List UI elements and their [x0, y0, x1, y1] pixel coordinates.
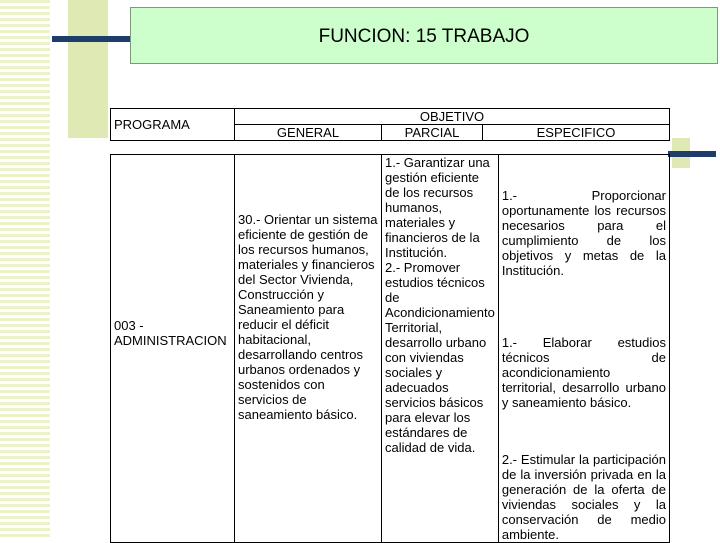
especifico-1-text: 1.- Proporcionar oportunamente los recursos necesarios para el cumplimiento de los objetivos y metas de la Institución.: [501, 188, 666, 278]
page-title: FUNCION: 15 TRABAJO: [318, 26, 530, 47]
objectives-table: [110, 154, 670, 543]
green-bar-decoration: [68, 0, 108, 138]
left-stripe-decoration: [0, 0, 50, 540]
especifico-2-text: 1.- Elaborar estudios técnicos de acondicionamiento territorial, desarrollo urbano y saneamiento básico.: [501, 335, 666, 410]
parcial-cell: [382, 155, 499, 543]
navy-line-decoration: [52, 36, 132, 42]
header-parcial: PARCIAL: [382, 125, 483, 141]
parcial-2-text: 2.- Promover estudios técnicos de Acondicionamiento Territorial, desarrollo urbano con viviendas sociales y adecuados servicios básicos para elevar los estándares de calidad de vida.: [385, 260, 495, 455]
title-box: [130, 7, 718, 64]
header-programa: PROGRAMA: [111, 109, 235, 141]
header-objetivo: OBJETIVO: [235, 109, 670, 125]
programa-text: 003 - ADMINISTRACION: [114, 318, 227, 348]
especifico-3-text: 2.- Estimular la participación de la inversión privada en la generación de la oferta de viviendas sociales y la conservación de medio ambiente.: [501, 452, 666, 542]
header-especifico: ESPECIFICO: [483, 125, 670, 141]
header-table: [110, 108, 670, 141]
general-text: 30.- Orientar un sistema eficiente de gestión de los recursos humanos, materiales y financieros del Sector Vivienda, Construcción y Saneamiento para reducir el déficit habitacional, desarrollando centros urbanos ordenados y sostenidos con servicios de saneamiento básico.: [238, 212, 378, 422]
programa-cell: [111, 155, 235, 543]
navy-line-right-decoration: [668, 151, 716, 157]
general-cell: [235, 155, 382, 543]
especifico-cell: [498, 155, 669, 543]
header-general: GENERAL: [235, 125, 382, 141]
parcial-1-text: 1.- Garantizar una gestión eficiente de los recursos humanos, materiales y financieros de la Institución.: [385, 155, 490, 260]
